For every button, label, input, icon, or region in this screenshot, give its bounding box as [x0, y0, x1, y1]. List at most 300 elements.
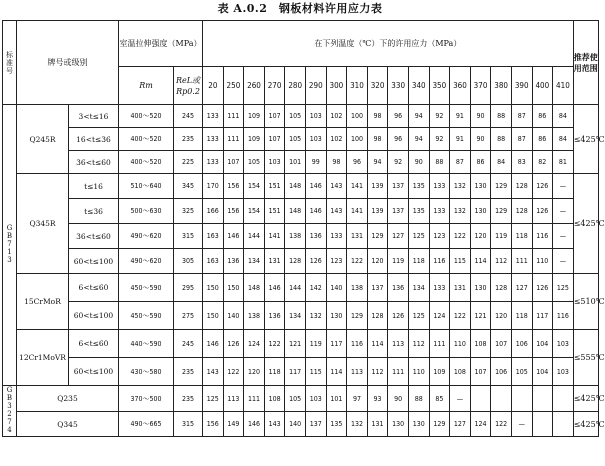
stress-value: 137: [388, 174, 409, 199]
stress-value: 151: [264, 174, 285, 199]
stress-value: 122: [347, 249, 368, 274]
stress-value: 122: [491, 412, 512, 437]
stress-value: 140: [326, 274, 347, 302]
stress-value: 110: [408, 358, 429, 386]
stress-value: 98: [326, 151, 347, 174]
stress-value: 121: [285, 330, 306, 358]
stress-value: 90: [470, 128, 491, 151]
rm-cell: 490～665: [119, 412, 174, 437]
stress-value: 108: [264, 386, 285, 412]
rel-cell: 325: [174, 199, 203, 224]
stress-value: 120: [244, 358, 265, 386]
stress-value: 132: [305, 302, 326, 330]
rm-cell: 400～520: [119, 105, 174, 128]
stress-value: 142: [305, 274, 326, 302]
temp-header: 360: [450, 67, 471, 105]
stress-value: 156: [223, 174, 244, 199]
stress-value: 137: [367, 274, 388, 302]
stress-value: 82: [532, 151, 553, 174]
thickness-cell: 36<t≤60: [69, 151, 119, 174]
stress-value: 128: [511, 199, 532, 224]
stress-value: 149: [223, 412, 244, 437]
stress-value: 87: [450, 151, 471, 174]
rm-cell: 490～620: [119, 224, 174, 249]
table-row: [3, 105, 599, 128]
stress-value: 146: [223, 224, 244, 249]
stress-value: 121: [470, 302, 491, 330]
table-title: 表 A.0.2 钢板材料许用应力表: [217, 2, 383, 15]
stress-value: 141: [264, 224, 285, 249]
stress-value: 131: [264, 249, 285, 274]
stress-value: 133: [203, 151, 224, 174]
standard-cell: [3, 386, 17, 437]
stress-value: 130: [470, 174, 491, 199]
stress-value: 139: [367, 199, 388, 224]
temp-header: 370: [470, 67, 491, 105]
grade-cell: 15CrMoR: [17, 274, 69, 330]
stress-value: 125: [553, 274, 574, 302]
stress-value: 108: [470, 330, 491, 358]
temp-header: 280: [285, 67, 306, 105]
stress-value: 99: [305, 151, 326, 174]
stress-value: 127: [511, 274, 532, 302]
rm-cell: 400～520: [119, 128, 174, 151]
stress-value: 83: [511, 151, 532, 174]
stress-value: 118: [264, 358, 285, 386]
temp-header: 400: [532, 67, 553, 105]
stress-value: 119: [305, 330, 326, 358]
thickness-cell: 60<t≤100: [69, 358, 119, 386]
stress-value: 126: [388, 302, 409, 330]
stress-value: 134: [244, 249, 265, 274]
allowable-stress-table: [2, 20, 605, 437]
stress-value: 148: [244, 274, 265, 302]
stress-value: 100: [347, 105, 368, 128]
stress-value: 131: [347, 224, 368, 249]
stress-value: 118: [511, 302, 532, 330]
rel-cell: 315: [174, 412, 203, 437]
stress-value: 154: [244, 199, 265, 224]
stress-value: 90: [388, 386, 409, 412]
stress-value: 130: [388, 412, 409, 437]
stress-value: 133: [429, 274, 450, 302]
stress-value: 111: [429, 330, 450, 358]
stress-value: 107: [491, 330, 512, 358]
stress-value: [532, 412, 553, 437]
stress-value: 130: [470, 199, 491, 224]
table-row: [3, 386, 599, 412]
table-row: [3, 224, 599, 249]
stress-value: 136: [264, 302, 285, 330]
stress-value: —: [553, 249, 574, 274]
stress-value: 109: [244, 105, 265, 128]
stress-value: 119: [491, 224, 512, 249]
range-cell: ≤425℃: [573, 386, 598, 412]
rm-cell: 450～590: [119, 302, 174, 330]
stress-value: 146: [244, 412, 265, 437]
stress-value: 105: [244, 151, 265, 174]
stress-value: 143: [326, 174, 347, 199]
stress-value: 116: [532, 224, 553, 249]
range-col-header: 推荐使用范围: [573, 21, 598, 105]
stress-value: 126: [532, 274, 553, 302]
stress-value: 124: [244, 330, 265, 358]
stress-value: 113: [223, 386, 244, 412]
stress-value: 98: [367, 105, 388, 128]
stress-value: 126: [532, 199, 553, 224]
stress-value: 146: [305, 174, 326, 199]
stress-value: 129: [491, 174, 512, 199]
stress-value: 122: [450, 224, 471, 249]
standard-label: GB 3274: [6, 386, 13, 434]
table-row: [3, 128, 599, 151]
stress-value: 101: [285, 151, 306, 174]
rel-cell: 235: [174, 128, 203, 151]
temp-header: 300: [326, 67, 347, 105]
stress-value: 107: [264, 105, 285, 128]
temp-header: 410: [553, 67, 574, 105]
stress-value: 120: [367, 249, 388, 274]
rel-cell: 315: [174, 224, 203, 249]
stress-value: 117: [285, 358, 306, 386]
stress-value: 105: [285, 105, 306, 128]
stress-value: 102: [326, 128, 347, 151]
thickness-cell: 6<t≤60: [69, 330, 119, 358]
temp-header: 390: [511, 67, 532, 105]
stress-value: —: [450, 386, 471, 412]
stress-value: [470, 386, 491, 412]
tensile-header: 室温拉伸强度（MPa）: [119, 21, 203, 67]
rel-cell: 295: [174, 274, 203, 302]
stress-value: 134: [408, 274, 429, 302]
stress-value: 116: [347, 330, 368, 358]
stress-value: 102: [326, 105, 347, 128]
rm-cell: 370～500: [119, 386, 174, 412]
stress-value: 163: [203, 249, 224, 274]
stress-value: 94: [367, 151, 388, 174]
stress-value: 170: [203, 174, 224, 199]
stress-value: 96: [347, 151, 368, 174]
rel-cell: 345: [174, 174, 203, 199]
rm-header: Rm: [119, 67, 174, 105]
stress-value: 133: [203, 128, 224, 151]
stress-value: 94: [408, 105, 429, 128]
stress-value: 132: [450, 174, 471, 199]
stress-value: 133: [326, 224, 347, 249]
stress-value: 124: [429, 302, 450, 330]
rel-cell: 225: [174, 151, 203, 174]
range-cell: ≤510℃: [573, 274, 598, 330]
stress-value: 118: [408, 249, 429, 274]
stress-value: 96: [388, 105, 409, 128]
temp-header: 310: [347, 67, 368, 105]
stress-value: 92: [388, 151, 409, 174]
stress-value: 101: [326, 386, 347, 412]
stress-value: 91: [450, 105, 471, 128]
stress-value: 113: [347, 358, 368, 386]
stress-value: 88: [491, 128, 512, 151]
table-row: [3, 412, 599, 437]
stress-value: 114: [326, 358, 347, 386]
stress-value: [491, 386, 512, 412]
stress-value: 150: [223, 274, 244, 302]
stress-value: 128: [491, 274, 512, 302]
stress-value: 103: [305, 128, 326, 151]
stress-value: 148: [285, 174, 306, 199]
stress-value: 112: [491, 249, 512, 274]
stress-value: 120: [470, 224, 491, 249]
stress-value: 146: [203, 330, 224, 358]
stress-value: 90: [408, 151, 429, 174]
stress-value: 103: [553, 330, 574, 358]
stress-value: 107: [470, 358, 491, 386]
stress-value: 156: [223, 199, 244, 224]
stress-value: 84: [553, 105, 574, 128]
stress-value: [511, 386, 532, 412]
temp-header: 380: [491, 67, 512, 105]
stress-value: —: [553, 199, 574, 224]
stress-value: 163: [203, 224, 224, 249]
stress-value: 130: [470, 274, 491, 302]
stress-value: 103: [305, 105, 326, 128]
stress-value: 116: [429, 249, 450, 274]
rm-cell: 490～620: [119, 249, 174, 274]
table-row: [3, 151, 599, 174]
std-col-header: 标准号: [3, 21, 17, 105]
stress-value: 90: [470, 105, 491, 128]
temp-header: 330: [388, 67, 409, 105]
temp-header: 290: [305, 67, 326, 105]
rm-cell: 430～580: [119, 358, 174, 386]
stress-value: 111: [244, 386, 265, 412]
rel-header: ReL或Rp0.2: [174, 67, 203, 105]
grade-cell: Q345: [17, 412, 119, 437]
table-row: [3, 174, 599, 199]
stress-value: 98: [367, 128, 388, 151]
stress-value: 111: [223, 128, 244, 151]
stress-value: 129: [367, 224, 388, 249]
stress-value: 129: [347, 302, 368, 330]
stress-value: 138: [347, 274, 368, 302]
stress-value: 131: [367, 412, 388, 437]
temp-header: 340: [408, 67, 429, 105]
stress-value: 112: [367, 358, 388, 386]
stress-value: 148: [285, 199, 306, 224]
rm-cell: 510～640: [119, 174, 174, 199]
stress-value: 107: [223, 151, 244, 174]
stress-value: 105: [285, 128, 306, 151]
stress-value: 125: [203, 386, 224, 412]
rm-cell: 440～590: [119, 330, 174, 358]
stress-value: 92: [429, 128, 450, 151]
standard-label: GB 713: [6, 224, 13, 264]
stress-value: 123: [326, 249, 347, 274]
thickness-cell: 6<t≤60: [69, 274, 119, 302]
stress-value: 117: [326, 330, 347, 358]
stress-value: 151: [264, 199, 285, 224]
stress-value: 87: [511, 105, 532, 128]
temp-header: 260: [244, 67, 265, 105]
stress-value: —: [511, 412, 532, 437]
stress-value: 140: [285, 412, 306, 437]
table-row: [3, 274, 599, 302]
stress-value: [553, 386, 574, 412]
table-row: [3, 330, 599, 358]
thickness-cell: 60<t≤100: [69, 249, 119, 274]
stress-value: 114: [367, 330, 388, 358]
stress-value: 97: [347, 386, 368, 412]
stress-value: 154: [244, 174, 265, 199]
stress-value: 96: [388, 128, 409, 151]
stress-value: 129: [491, 199, 512, 224]
stress-value: 156: [203, 412, 224, 437]
stress-value: 133: [429, 199, 450, 224]
stress-value: 126: [305, 249, 326, 274]
stress-value: 136: [388, 274, 409, 302]
stress-value: —: [553, 174, 574, 199]
temp-header: 20: [203, 67, 224, 105]
stress-value: 146: [264, 274, 285, 302]
stress-value: [532, 386, 553, 412]
stress-value: 84: [553, 128, 574, 151]
stress-value: 126: [223, 330, 244, 358]
table-row: [3, 358, 599, 386]
stress-value: 135: [408, 199, 429, 224]
stress-value: 86: [470, 151, 491, 174]
stress-value: 132: [347, 412, 368, 437]
rel-cell: 235: [174, 386, 203, 412]
thickness-cell: 3<t≤16: [69, 105, 119, 128]
table-row: [3, 199, 599, 224]
stress-value: 128: [367, 302, 388, 330]
table-row: [3, 302, 599, 330]
stress-value: 128: [511, 174, 532, 199]
stress-value: 105: [285, 386, 306, 412]
stress-value: 111: [388, 358, 409, 386]
stress-value: 108: [450, 358, 471, 386]
stress-value: 100: [347, 128, 368, 151]
stress-value: 81: [553, 151, 574, 174]
stress-value: 143: [203, 358, 224, 386]
stress-value: 88: [408, 386, 429, 412]
stress-value: 103: [305, 386, 326, 412]
stress-value: 84: [491, 151, 512, 174]
stress-value: 130: [408, 412, 429, 437]
stress-value: 104: [532, 358, 553, 386]
stress-value: 150: [203, 274, 224, 302]
temp-header: 350: [429, 67, 450, 105]
stress-value: 129: [429, 412, 450, 437]
rel-cell: 275: [174, 302, 203, 330]
temp-header: 250: [223, 67, 244, 105]
thickness-cell: 36<t≤60: [69, 224, 119, 249]
stress-value: 124: [470, 412, 491, 437]
stress-value: 135: [326, 412, 347, 437]
stress-value: 131: [450, 274, 471, 302]
thickness-cell: t≤16: [69, 174, 119, 199]
stress-value: 143: [326, 199, 347, 224]
stress-value: 109: [429, 358, 450, 386]
stress-value: 105: [511, 358, 532, 386]
stress-value: 93: [367, 386, 388, 412]
stress-value: 91: [450, 128, 471, 151]
stress-value: 87: [511, 128, 532, 151]
grade-cell: Q235: [17, 386, 119, 412]
stress-value: 126: [532, 174, 553, 199]
stress-value: 138: [285, 224, 306, 249]
stress-value: 143: [264, 412, 285, 437]
stress-value: 141: [347, 174, 368, 199]
stress-value: 92: [429, 105, 450, 128]
stress-value: 86: [532, 128, 553, 151]
rel-cell: 235: [174, 358, 203, 386]
thickness-cell: 16<t≤36: [69, 128, 119, 151]
stress-value: 141: [347, 199, 368, 224]
stress-value: 166: [203, 199, 224, 224]
grade-col-header: 牌号或级别: [17, 21, 119, 105]
stress-value: 135: [408, 174, 429, 199]
range-cell: ≤425℃: [573, 412, 598, 437]
stress-value: 110: [532, 249, 553, 274]
stress-value: 112: [408, 330, 429, 358]
standard-cell: [3, 105, 17, 386]
range-cell: ≤425℃: [573, 174, 598, 274]
stress-value: 120: [491, 302, 512, 330]
thickness-cell: t≤36: [69, 199, 119, 224]
stress-value: 133: [429, 174, 450, 199]
stress-value: 122: [264, 330, 285, 358]
rm-cell: 400～520: [119, 151, 174, 174]
stress-value: 117: [532, 302, 553, 330]
stress-value: 86: [532, 105, 553, 128]
stress-value: 94: [408, 128, 429, 151]
stress-value: 146: [305, 199, 326, 224]
stress-value: 136: [223, 249, 244, 274]
stress-value: [553, 412, 574, 437]
stress-value: 114: [470, 249, 491, 274]
stress-value: 106: [511, 330, 532, 358]
stress-value: 103: [553, 358, 574, 386]
allow-stress-header: 在下列温度（℃）下的许用应力（MPa）: [203, 21, 574, 67]
rm-cell: 500～630: [119, 199, 174, 224]
stress-value: 136: [305, 224, 326, 249]
range-cell: ≤425℃: [573, 105, 598, 174]
rm-cell: 450～590: [119, 274, 174, 302]
stress-value: 107: [264, 128, 285, 151]
rel-cell: 305: [174, 249, 203, 274]
stress-value: 103: [264, 151, 285, 174]
stress-value: 128: [285, 249, 306, 274]
stress-value: 139: [367, 174, 388, 199]
rel-cell: 245: [174, 330, 203, 358]
stress-value: 133: [203, 105, 224, 128]
stress-value: 106: [491, 358, 512, 386]
stress-value: 140: [223, 302, 244, 330]
grade-cell: Q245R: [17, 105, 69, 174]
stress-value: 122: [223, 358, 244, 386]
stress-value: 88: [429, 151, 450, 174]
stress-value: 85: [429, 386, 450, 412]
grade-cell: Q345R: [17, 174, 69, 274]
grade-cell: 12Cr1MoVR: [17, 330, 69, 386]
stress-value: 125: [408, 224, 429, 249]
stress-value: 144: [244, 224, 265, 249]
stress-value: 111: [511, 249, 532, 274]
table-row: [3, 249, 599, 274]
temp-header: 270: [264, 67, 285, 105]
stress-value: 113: [388, 330, 409, 358]
stress-value: 144: [285, 274, 306, 302]
